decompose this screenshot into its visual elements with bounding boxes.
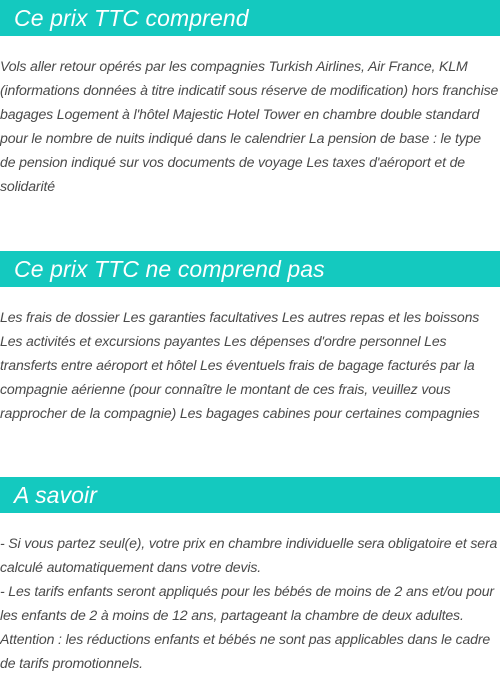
info-line: - Les tarifs enfants seront appliqués pour les bébés de moins de 2 ans et/ou pour les enfants de 2 à moins de 12 ans, partageant la chambre de deux adultes.	[0, 583, 494, 623]
info-line: Attention : les réductions enfants et bébés ne sont pas applicables dans le cadre de tarifs promotionnels.	[0, 631, 491, 671]
section-not-included	[0, 251, 500, 425]
section-to-know	[0, 477, 500, 675]
section-text: Vols aller retour opérés par les compagnies Turkish Airlines, Air France, KLM (informations données à titre indicatif sous réserve de modification) hors franchise bagages Logement à l'hôtel Majestic Hotel Tower en chambre double standard pour le nombre de nuits indiqué dans le calendrier La pension de base : le type de pension indiqué sur vos documents de voyage Les taxes d'aéroport et de solidarité	[0, 58, 499, 194]
section-text: Les frais de dossier Les garanties facultatives Les autres repas et les boissons Les activités et excursions payantes Les dépenses d'ordre personnel Les transferts entre aéroport et hôtel Les éventuels frais de bagage facturés par la compagnie aérienne (pour connaître le montant de ces frais, veuillez vous rapprocher de la compagnie) Les bagages cabines pour certaines compagnies	[0, 309, 480, 421]
section-text	[0, 531, 500, 675]
section-title: A savoir	[0, 477, 500, 513]
section-title: Ce prix TTC ne comprend pas	[0, 251, 500, 287]
section-included	[0, 0, 500, 198]
info-line: - Si vous partez seul(e), votre prix en chambre individuelle sera obligatoire et sera calculé automatiquement dans votre devis.	[0, 535, 498, 575]
section-title: Ce prix TTC comprend	[0, 0, 500, 36]
